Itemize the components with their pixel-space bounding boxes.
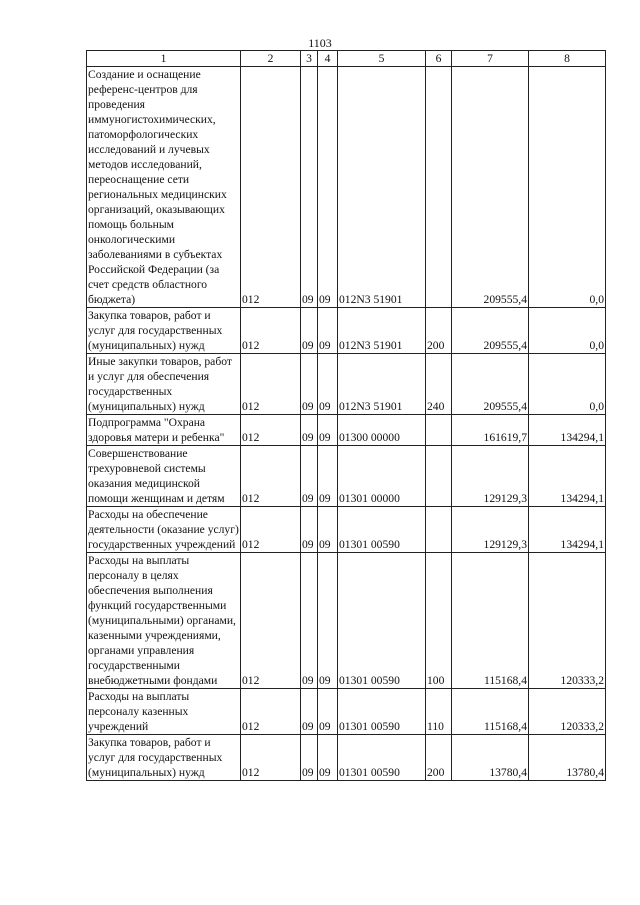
cell-csr: 01301 00590	[338, 689, 426, 735]
cell-grbs: 012	[241, 735, 301, 781]
table-row	[87, 308, 606, 354]
cell-vr: 110	[426, 689, 452, 735]
cell-sum-2: 134294,1	[529, 415, 606, 446]
cell-csr: 012N3 51901	[338, 354, 426, 415]
table-row	[87, 354, 606, 415]
cell-rz: 09	[301, 67, 318, 308]
cell-pr: 09	[318, 735, 338, 781]
row-name: Закупка товаров, работ и услуг для государственных (муниципальных) нужд	[87, 308, 241, 354]
cell-rz: 09	[301, 507, 318, 553]
cell-csr: 01300 00000	[338, 415, 426, 446]
cell-csr: 01301 00590	[338, 735, 426, 781]
cell-pr: 09	[318, 446, 338, 507]
table-row	[87, 415, 606, 446]
col-header-7: 7	[452, 51, 529, 67]
cell-rz: 09	[301, 354, 318, 415]
cell-vr: 200	[426, 735, 452, 781]
cell-rz: 09	[301, 553, 318, 689]
cell-pr: 09	[318, 308, 338, 354]
row-name: Закупка товаров, работ и услуг для государственных (муниципальных) нужд	[87, 735, 241, 781]
cell-sum-1: 209555,4	[452, 308, 529, 354]
col-header-1: 1	[87, 51, 241, 67]
cell-sum-1: 129129,3	[452, 507, 529, 553]
cell-sum-1: 13780,4	[452, 735, 529, 781]
header-row	[87, 51, 606, 67]
cell-grbs: 012	[241, 689, 301, 735]
cell-pr: 09	[318, 689, 338, 735]
cell-sum-2: 13780,4	[529, 735, 606, 781]
cell-rz: 09	[301, 415, 318, 446]
col-header-4: 4	[318, 51, 338, 67]
cell-csr: 012N3 51901	[338, 67, 426, 308]
cell-grbs: 012	[241, 507, 301, 553]
page-number: 1103	[308, 36, 332, 50]
cell-vr: 200	[426, 308, 452, 354]
cell-pr: 09	[318, 507, 338, 553]
row-name: Иные закупки товаров, работ и услуг для обеспечения государственных (муниципальных) нужд	[87, 354, 241, 415]
cell-sum-1: 115168,4	[452, 689, 529, 735]
table-row	[87, 67, 606, 308]
cell-grbs: 012	[241, 553, 301, 689]
cell-sum-2: 0,0	[529, 354, 606, 415]
cell-grbs: 012	[241, 308, 301, 354]
row-name: Создание и оснащение референс-центров для проведения иммуногистохимических, патоморфологических исследований и лучевых методов исследований, переоснащение сети региональных медицинских организаций, оказывающих помощь больным онкологическими заболеваниями в субъектах Российской Федерации (за счет средств областного бюджета)	[87, 67, 241, 308]
cell-csr: 01301 00000	[338, 446, 426, 507]
cell-sum-1: 161619,7	[452, 415, 529, 446]
cell-sum-1: 209555,4	[452, 354, 529, 415]
row-name: Расходы на обеспечение деятельности (оказание услуг) государственных учреждений	[88, 508, 239, 551]
col-header-2: 2	[241, 51, 301, 67]
cell-grbs: 012	[241, 354, 301, 415]
col-header-6: 6	[426, 51, 452, 67]
col-header-5: 5	[338, 51, 426, 67]
cell-csr: 012N3 51901	[338, 308, 426, 354]
row-name: Подпрограмма "Охрана здоровья матери и ребенка"	[87, 415, 241, 446]
row-name: Расходы на выплаты персоналу казенных учреждений	[87, 689, 241, 735]
cell-pr: 09	[318, 354, 338, 415]
table-row	[87, 553, 606, 689]
cell-rz: 09	[301, 446, 318, 507]
cell-csr: 01301 00590	[338, 553, 426, 689]
cell-sum-2: 134294,1	[529, 446, 606, 507]
cell-sum-2: 0,0	[529, 308, 606, 354]
col-header-3: 3	[301, 51, 318, 67]
cell-grbs: 012	[241, 415, 301, 446]
cell-grbs: 012	[241, 446, 301, 507]
cell-sum-2: 0,0	[529, 67, 606, 308]
cell-grbs: 012	[241, 67, 301, 308]
cell-pr: 09	[318, 67, 338, 308]
cell-vr	[426, 507, 452, 553]
cell-rz: 09	[301, 735, 318, 781]
cell-sum-1: 115168,4	[452, 553, 529, 689]
cell-csr: 01301 00590	[338, 507, 426, 553]
table-row	[87, 735, 606, 781]
table-row	[87, 507, 606, 553]
cell-rz: 09	[301, 308, 318, 354]
cell-sum-1: 129129,3	[452, 446, 529, 507]
table-row	[87, 689, 606, 735]
cell-sum-2: 134294,1	[529, 507, 606, 553]
row-name: Расходы на выплаты персоналу в целях обеспечения выполнения функций государственными (муниципальными) органами, казенными учреждениями, органами управления государственными внебюджетными фондами	[87, 553, 241, 689]
cell-vr	[426, 446, 452, 507]
cell-vr: 100	[426, 553, 452, 689]
cell-vr	[426, 67, 452, 308]
cell-pr: 09	[318, 415, 338, 446]
cell-vr	[426, 415, 452, 446]
col-header-8: 8	[529, 51, 606, 67]
cell-pr: 09	[318, 553, 338, 689]
row-name: Совершенствование трехуровневой системы оказания медицинской помощи женщинам и детям	[87, 446, 241, 507]
cell-vr: 240	[426, 354, 452, 415]
table-row	[87, 446, 606, 507]
cell-sum-2: 120333,2	[529, 553, 606, 689]
cell-rz: 09	[301, 689, 318, 735]
budget-table	[86, 50, 606, 781]
cell-sum-1: 209555,4	[452, 67, 529, 308]
cell-sum-2: 120333,2	[529, 689, 606, 735]
